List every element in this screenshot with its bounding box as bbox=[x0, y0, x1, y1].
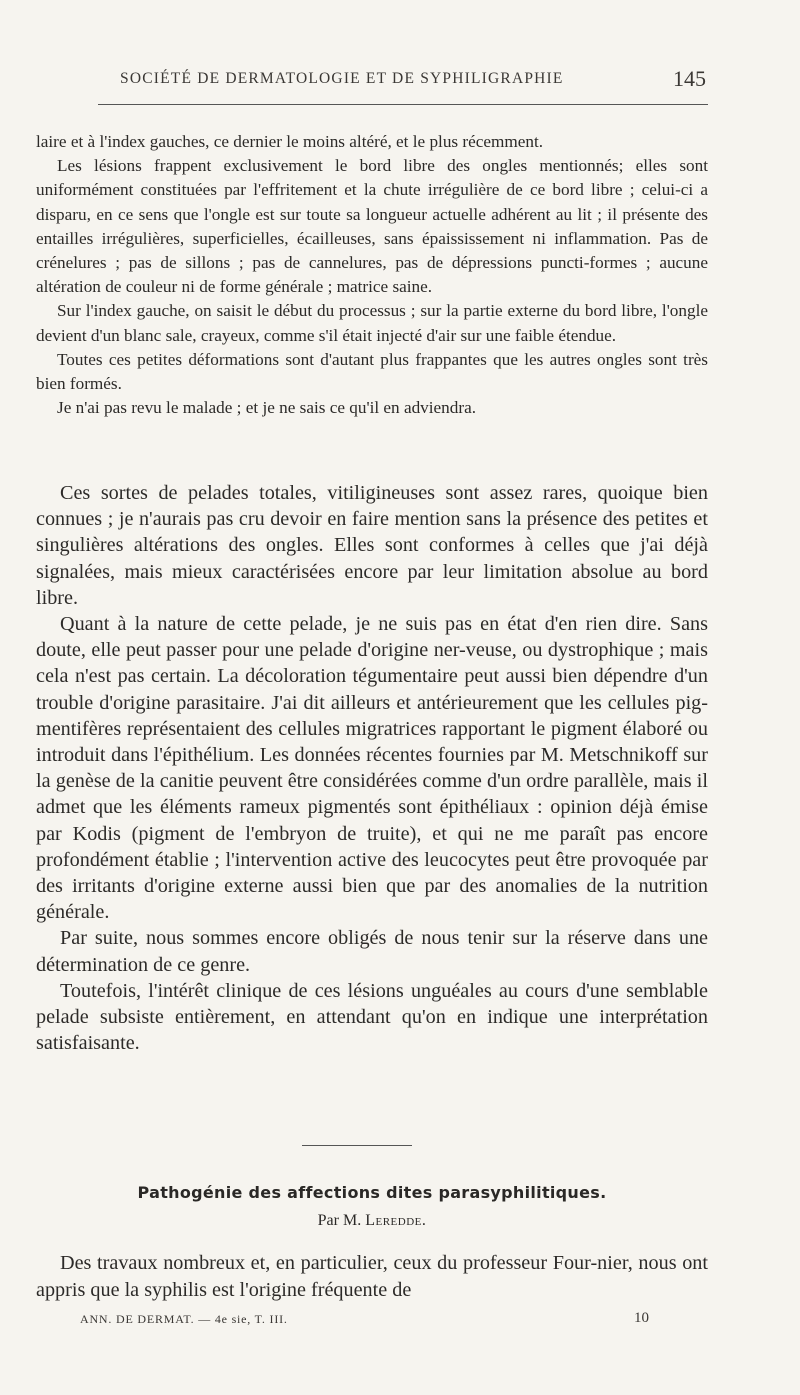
journal-page bbox=[36, 0, 708, 1395]
running-head bbox=[36, 66, 708, 96]
header-rule bbox=[98, 104, 708, 105]
section-divider bbox=[302, 1145, 412, 1146]
signature-mark: 10 bbox=[634, 1310, 649, 1326]
page-footer bbox=[36, 1310, 708, 1330]
discussion-paragraph: Quant à la nature de cette pelade, je ne suis pas en état d'en rien dire. Sans doute, elle peut passer pour une pelade d'origine ner-veuse, ou dystrophique ; mais cela n'est pas certain. La décoloration tégumentaire peut aussi bien dépendre d'un trouble d'origine parasitaire. J'ai dit ailleurs et antérieurement que les cellules pig-mentifères représentaient des cellules migratrices rapportant le pigment élaboré ou introduit dans l'épithélium. Les données récentes fournies par M. Metschnikoff sur la genèse de la canitie peuvent être considérées comme d'un ordre parallèle, mais il admet que les éléments rameux pigmentés sont épithéliaux : opinion déjà émise par Kodis (pigment de l'embryon de truite), et qui ne me paraît pas encore profondément établie ; l'intervention active des leucocytes peut être provoquée par des irritants d'origine externe aussi bien que par des anomalies de la nutrition générale. bbox=[36, 613, 708, 924]
author-name: Leredde. bbox=[365, 1212, 427, 1229]
discussion-paragraph: Par suite, nous sommes encore obligés de nous tenir sur la réserve dans une détermination de ce genre. bbox=[36, 927, 708, 976]
discussion-paragraph: Toutefois, l'intérêt clinique de ces lésions unguéales au cours d'une semblable pelade subsiste entièrement, en attendant qu'on en indique une interprétation satisfaisante. bbox=[36, 979, 708, 1055]
byline bbox=[36, 1212, 708, 1230]
page-number: 145 bbox=[673, 66, 706, 91]
section-title: Pathogénie des affections dites parasyphilitiques. bbox=[137, 1183, 607, 1202]
case-paragraph: Les lésions frappent exclusivement le bord libre des ongles mentionnés; elles sont uniformément constituées par l'effritement et la chute irrégulière de ce bord libre ; celui-ci a disparu, en ce sens que l'ongle est sur toute sa longueur actuelle adhérent au lit ; il présente des entailles irrégulières, superficielles, écailleuses, sans épaississement ni inflammation. Pas de crénelures ; pas de sillons ; pas de cannelures, pas de dépressions puncti-formes ; aucune altération de couleur ni de forme générale ; matrice saine. bbox=[36, 156, 708, 297]
case-paragraph: Sur l'index gauche, on saisit le début du processus ; sur la partie externe du bord libre, l'ongle devient d'un blanc sale, crayeux, comme s'il était injecté d'air sur une faible étendue. bbox=[36, 301, 708, 345]
journal-reference: ANN. DE DERMAT. — 4e sie, T. III. bbox=[80, 1312, 288, 1326]
intro-paragraph: Des travaux nombreux et, en particulier, ceux du professeur Four-nier, nous ont appris que la syphilis est l'origine fréquente de bbox=[36, 1252, 708, 1301]
case-observation bbox=[36, 130, 708, 420]
byline-prefix: Par M. bbox=[317, 1212, 362, 1229]
discussion bbox=[36, 480, 708, 1056]
running-title: SOCIÉTÉ DE DERMATOLOGIE ET DE SYPHILIGRAPHIE bbox=[120, 70, 564, 87]
case-paragraph: Toutes ces petites déformations sont d'autant plus frappantes que les autres ongles sont très bien formés. bbox=[36, 349, 708, 394]
case-paragraph: Je n'ai pas revu le malade ; et je ne sais ce qu'il en adviendra. bbox=[57, 398, 477, 418]
case-paragraph: laire et à l'index gauches, ce dernier le moins altéré, et le plus récemment. bbox=[36, 132, 544, 151]
article-intro bbox=[36, 1250, 708, 1303]
discussion-paragraph: Ces sortes de pelades totales, vitiligineuses sont assez rares, quoique bien connues ; je n'aurais pas cru devoir en faire mention sans la présence des petites et singulières altérations des ongles. Elles sont conformes à celles que j'ai déjà signalées, mais mieux caractérisées encore par leur limitation absolue au bord libre. bbox=[36, 482, 708, 609]
